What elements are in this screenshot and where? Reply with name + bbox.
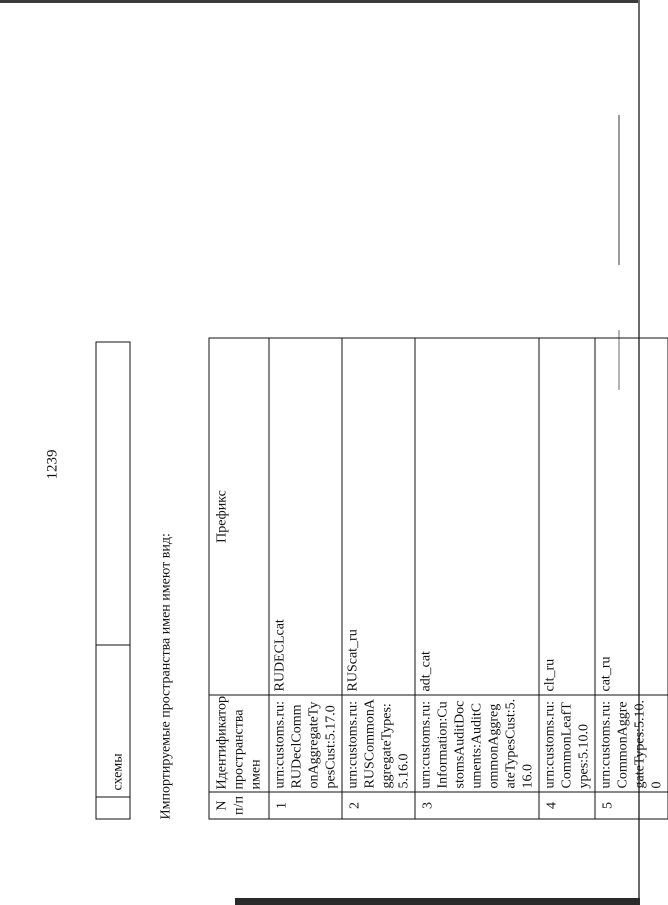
row-num: 4: [539, 792, 595, 819]
schema-header-value-cell: [96, 342, 130, 645]
row-prefix: adt_cat: [415, 338, 539, 695]
row-num: 2: [342, 792, 415, 819]
row-num: 3: [415, 792, 539, 819]
intro-text: Импортируемые пространства имен имеют вид:: [158, 532, 173, 819]
schema-header-empty-cell: [96, 797, 130, 819]
header-prefix: Префикс: [209, 338, 269, 695]
row-prefix: RUScat_ru: [342, 338, 415, 695]
row-identifier: urn:customs.ru:Information:CustomsAuditDocuments:AuditCommonAggregateTypesCust:5.16.0: [415, 695, 539, 792]
row-identifier: urn:customs.ru:RUDeclCommonAggregateTypesCust:5.17.0: [269, 695, 342, 792]
schema-header-label: схемы: [96, 645, 130, 797]
header-identifier: Идентификатор пространства имен: [209, 695, 269, 792]
row-prefix: clt_ru: [539, 338, 595, 695]
table-row: [269, 338, 342, 819]
row-prefix: RUDECLcat: [269, 338, 342, 695]
row-identifier: urn:customs.ru:CommonAggregateTypes:5.10.0: [595, 695, 668, 792]
header-num: N п/п: [209, 792, 269, 819]
table-header-row: [209, 338, 269, 819]
table-row: [595, 338, 668, 819]
row-identifier: urn:customs.ru:CommonLeafTypes:5.10.0: [539, 695, 595, 792]
schema-header-table: [95, 341, 130, 819]
table-row: [539, 338, 595, 819]
row-prefix: cat_ru: [595, 338, 668, 695]
row-num: 1: [269, 792, 342, 819]
row-num: 5: [595, 792, 668, 819]
table-row: [415, 338, 539, 819]
namespaces-table: [208, 337, 668, 819]
row-identifier: urn:customs.ru:RUSCommonAggregateTypes:5.16.0: [342, 695, 415, 792]
page-number: 1239: [44, 449, 60, 479]
table-row: [342, 338, 415, 819]
